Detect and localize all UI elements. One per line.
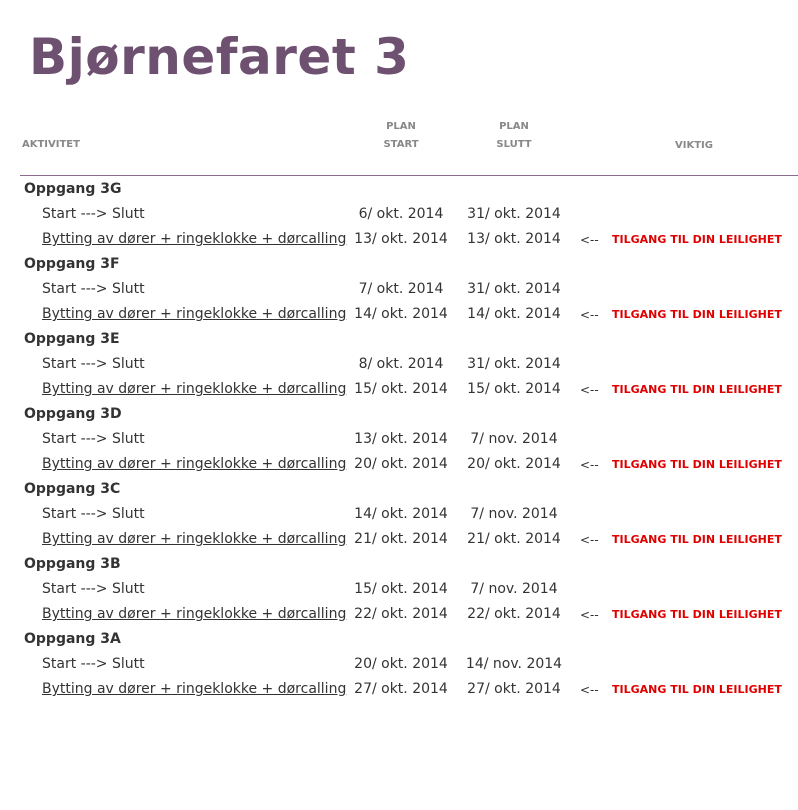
plan-start-date: 8/ okt. 2014 — [358, 356, 444, 372]
plan-slutt-date: 31/ okt. 2014 — [467, 206, 561, 222]
activity-link[interactable]: Bytting av dører + ringeklokke + dørcalling — [42, 231, 347, 247]
activity-label: Start ---> Slutt — [42, 656, 145, 672]
plan-slutt-date: 7/ nov. 2014 — [470, 581, 558, 597]
plan-start-date: 13/ okt. 2014 — [354, 431, 448, 447]
plan-start-date: 20/ okt. 2014 — [354, 656, 448, 672]
activity-link[interactable]: Bytting av dører + ringeklokke + dørcalling — [42, 381, 347, 397]
arrow-indicator: <-- — [580, 458, 599, 472]
group-name: Oppgang 3E — [24, 331, 120, 347]
important-note: TILGANG TIL DIN LEILIGHET — [612, 608, 782, 621]
group-row — [0, 252, 798, 277]
group-name: Oppgang 3A — [24, 631, 121, 647]
plan-slutt-date: 14/ nov. 2014 — [465, 656, 563, 672]
plan-start-date: 15/ okt. 2014 — [354, 381, 448, 397]
activity-row — [0, 577, 798, 602]
arrow-indicator: <-- — [580, 683, 599, 697]
activity-label: Start ---> Slutt — [42, 431, 145, 447]
header-plan-start-line2: START — [383, 139, 419, 150]
schedule-table — [0, 177, 798, 702]
plan-slutt-date: 22/ okt. 2014 — [467, 606, 561, 622]
group-name: Oppgang 3G — [24, 181, 122, 197]
activity-row — [0, 377, 798, 402]
activity-row — [0, 652, 798, 677]
important-note: TILGANG TIL DIN LEILIGHET — [612, 383, 782, 396]
activity-link[interactable]: Bytting av dører + ringeklokke + dørcalling — [42, 456, 347, 472]
arrow-indicator: <-- — [580, 308, 599, 322]
activity-label: Start ---> Slutt — [42, 506, 145, 522]
plan-start-date: 13/ okt. 2014 — [354, 231, 448, 247]
activity-link[interactable]: Bytting av dører + ringeklokke + dørcalling — [42, 606, 347, 622]
plan-start-date: 27/ okt. 2014 — [354, 681, 448, 697]
activity-row — [0, 227, 798, 252]
header-plan-slutt-line2: SLUTT — [496, 139, 532, 150]
group-row — [0, 177, 798, 202]
plan-slutt-date: 20/ okt. 2014 — [467, 456, 561, 472]
important-note: TILGANG TIL DIN LEILIGHET — [612, 683, 782, 696]
plan-start-date: 20/ okt. 2014 — [354, 456, 448, 472]
important-note: TILGANG TIL DIN LEILIGHET — [612, 458, 782, 471]
plan-start-date: 14/ okt. 2014 — [354, 506, 448, 522]
header-plan-slutt-line1: PLAN — [499, 121, 529, 132]
plan-start-date: 6/ okt. 2014 — [358, 206, 444, 222]
activity-link[interactable]: Bytting av dører + ringeklokke + dørcalling — [42, 306, 347, 322]
plan-slutt-date: 15/ okt. 2014 — [467, 381, 561, 397]
plan-slutt-date: 7/ nov. 2014 — [470, 506, 558, 522]
plan-slutt-date: 13/ okt. 2014 — [467, 231, 561, 247]
header-viktig: VIKTIG — [675, 140, 713, 151]
activity-row — [0, 452, 798, 477]
group-name: Oppgang 3B — [24, 556, 121, 572]
header-plan-start — [372, 118, 430, 154]
important-note: TILGANG TIL DIN LEILIGHET — [612, 308, 782, 321]
group-row — [0, 552, 798, 577]
activity-row — [0, 427, 798, 452]
activity-label: Start ---> Slutt — [42, 581, 145, 597]
header-plan-start-line1: PLAN — [386, 121, 416, 132]
header-aktivitet: AKTIVITET — [22, 139, 80, 150]
plan-slutt-date: 31/ okt. 2014 — [467, 356, 561, 372]
header-divider — [20, 175, 798, 176]
plan-start-date: 14/ okt. 2014 — [354, 306, 448, 322]
activity-link[interactable]: Bytting av dører + ringeklokke + dørcalling — [42, 531, 347, 547]
group-row — [0, 627, 798, 652]
arrow-indicator: <-- — [580, 383, 599, 397]
activity-row — [0, 352, 798, 377]
group-name: Oppgang 3D — [24, 406, 122, 422]
activity-row — [0, 202, 798, 227]
group-row — [0, 402, 798, 427]
arrow-indicator: <-- — [580, 608, 599, 622]
plan-start-date: 15/ okt. 2014 — [354, 581, 448, 597]
plan-slutt-date: 7/ nov. 2014 — [470, 431, 558, 447]
activity-row — [0, 602, 798, 627]
important-note: TILGANG TIL DIN LEILIGHET — [612, 533, 782, 546]
arrow-indicator: <-- — [580, 233, 599, 247]
group-name: Oppgang 3C — [24, 481, 121, 497]
activity-link[interactable]: Bytting av dører + ringeklokke + dørcalling — [42, 681, 347, 697]
group-row — [0, 327, 798, 352]
plan-start-date: 22/ okt. 2014 — [354, 606, 448, 622]
plan-slutt-date: 31/ okt. 2014 — [467, 281, 561, 297]
group-row — [0, 477, 798, 502]
important-note: TILGANG TIL DIN LEILIGHET — [612, 233, 782, 246]
activity-row — [0, 677, 798, 702]
page-title: Bjørnefaret 3 — [29, 28, 410, 86]
header-plan-slutt — [485, 118, 543, 154]
activity-row — [0, 502, 798, 527]
plan-slutt-date: 21/ okt. 2014 — [467, 531, 561, 547]
activity-label: Start ---> Slutt — [42, 206, 145, 222]
plan-start-date: 7/ okt. 2014 — [358, 281, 444, 297]
activity-row — [0, 302, 798, 327]
plan-slutt-date: 27/ okt. 2014 — [467, 681, 561, 697]
plan-slutt-date: 14/ okt. 2014 — [467, 306, 561, 322]
activity-row — [0, 527, 798, 552]
plan-start-date: 21/ okt. 2014 — [354, 531, 448, 547]
arrow-indicator: <-- — [580, 533, 599, 547]
activity-label: Start ---> Slutt — [42, 281, 145, 297]
group-name: Oppgang 3F — [24, 256, 120, 272]
activity-row — [0, 277, 798, 302]
activity-label: Start ---> Slutt — [42, 356, 145, 372]
